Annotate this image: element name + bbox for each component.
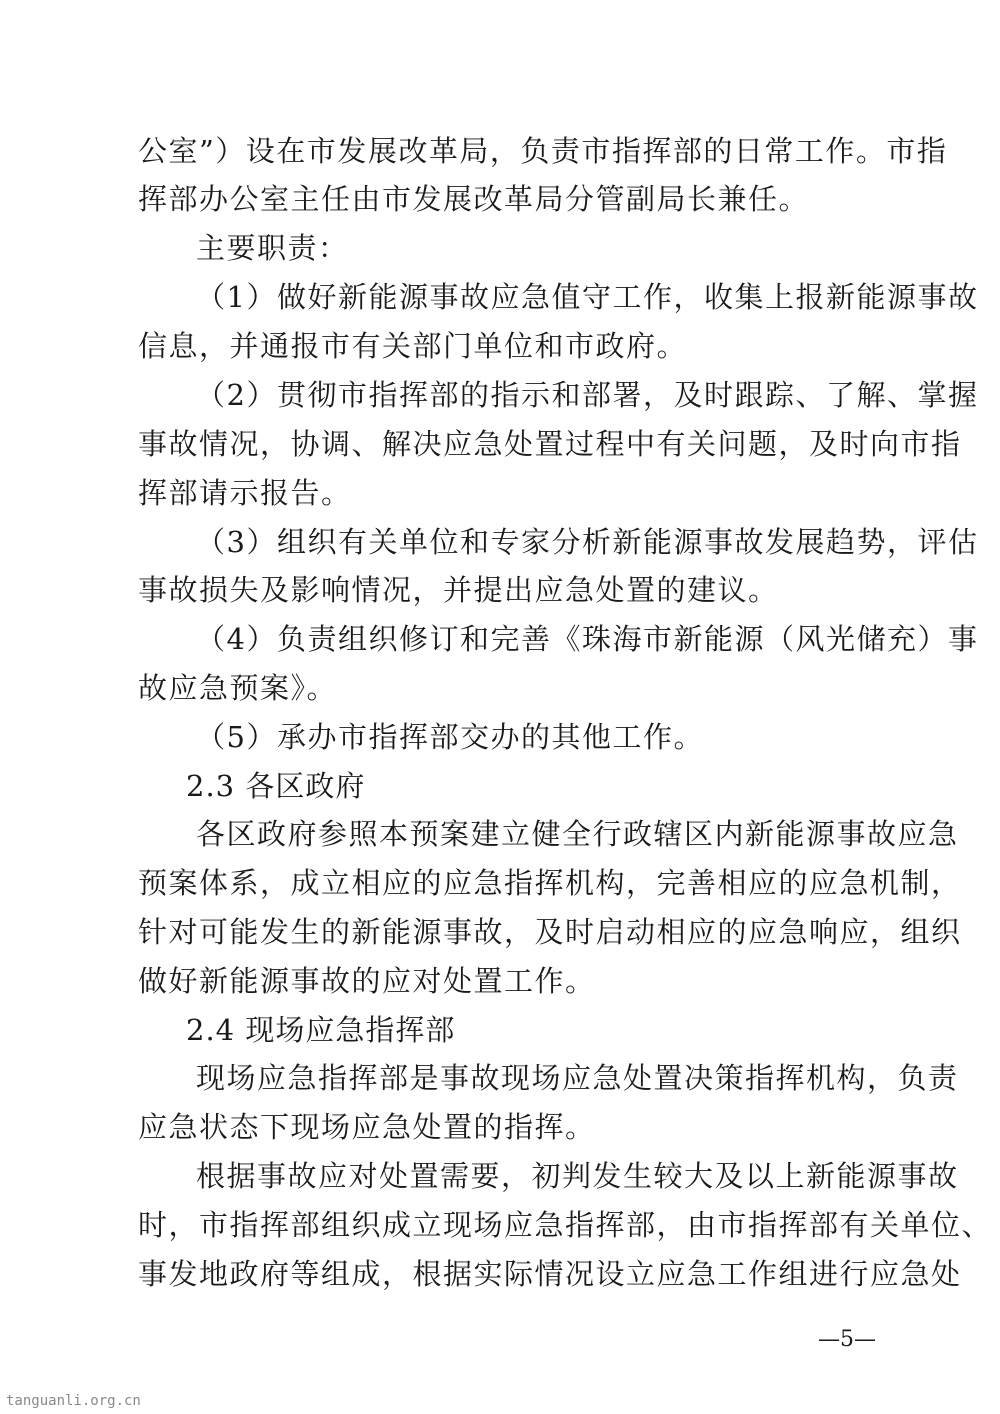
body-line: 现场应急指挥部是事故现场应急处置决策指挥机构，负责 bbox=[196, 1061, 959, 1095]
body-line: 各区政府参照本预案建立健全行政辖区内新能源事故应急 bbox=[196, 817, 959, 851]
list-item-line: （1）做好新能源事故应急值守工作，收集上报新能源事故 bbox=[196, 280, 979, 314]
body-line: 事发地政府等组成，根据实际情况设立应急工作组进行应急处 bbox=[138, 1257, 962, 1291]
list-item-line: 信息，并通报市有关部门单位和市政府。 bbox=[138, 329, 688, 363]
list-item-line: 挥部请示报告。 bbox=[138, 476, 352, 510]
list-item-line: （3）组织有关单位和专家分析新能源事故发展趋势，评估 bbox=[196, 525, 979, 559]
body-line: 公室”）设在市发展改革局，负责市指挥部的日常工作。市指 bbox=[138, 134, 948, 168]
watermark-url: tanguanli.org.cn bbox=[6, 1393, 141, 1409]
body-line: 时，市指挥部组织成立现场应急指挥部，由市指挥部有关单位、 bbox=[138, 1208, 993, 1242]
list-item-line: 事故情况，协调、解决应急处置过程中有关问题，及时向市指 bbox=[138, 427, 962, 461]
section-heading: 2.4 现场应急指挥部 bbox=[186, 1013, 456, 1047]
body-line: 针对可能发生的新能源事故，及时启动相应的应急响应，组织 bbox=[138, 915, 962, 949]
body-line: 预案体系，成立相应的应急指挥机构，完善相应的应急机制， bbox=[138, 866, 962, 900]
list-item-line: （2）贯彻市指挥部的指示和部署，及时跟踪、了解、掌握 bbox=[196, 378, 979, 412]
list-item-line: （5）承办市指挥部交办的其他工作。 bbox=[196, 720, 704, 754]
page-number: —5— bbox=[818, 1327, 876, 1352]
body-line: 根据事故应对处置需要，初判发生较大及以上新能源事故 bbox=[196, 1159, 959, 1193]
body-line: 主要职责： bbox=[196, 231, 349, 265]
section-heading: 2.3 各区政府 bbox=[186, 769, 366, 803]
list-item-line: 事故损失及影响情况，并提出应急处置的建议。 bbox=[138, 573, 779, 607]
list-item-line: 故应急预案》。 bbox=[138, 671, 338, 705]
body-line: 挥部办公室主任由市发展改革局分管副局长兼任。 bbox=[138, 182, 810, 216]
list-item-line: （4）负责组织修订和完善《珠海市新能源（风光储充）事 bbox=[196, 622, 979, 656]
body-line: 应急状态下现场应急处置的指挥。 bbox=[138, 1110, 596, 1144]
body-line: 做好新能源事故的应对处置工作。 bbox=[138, 964, 596, 998]
